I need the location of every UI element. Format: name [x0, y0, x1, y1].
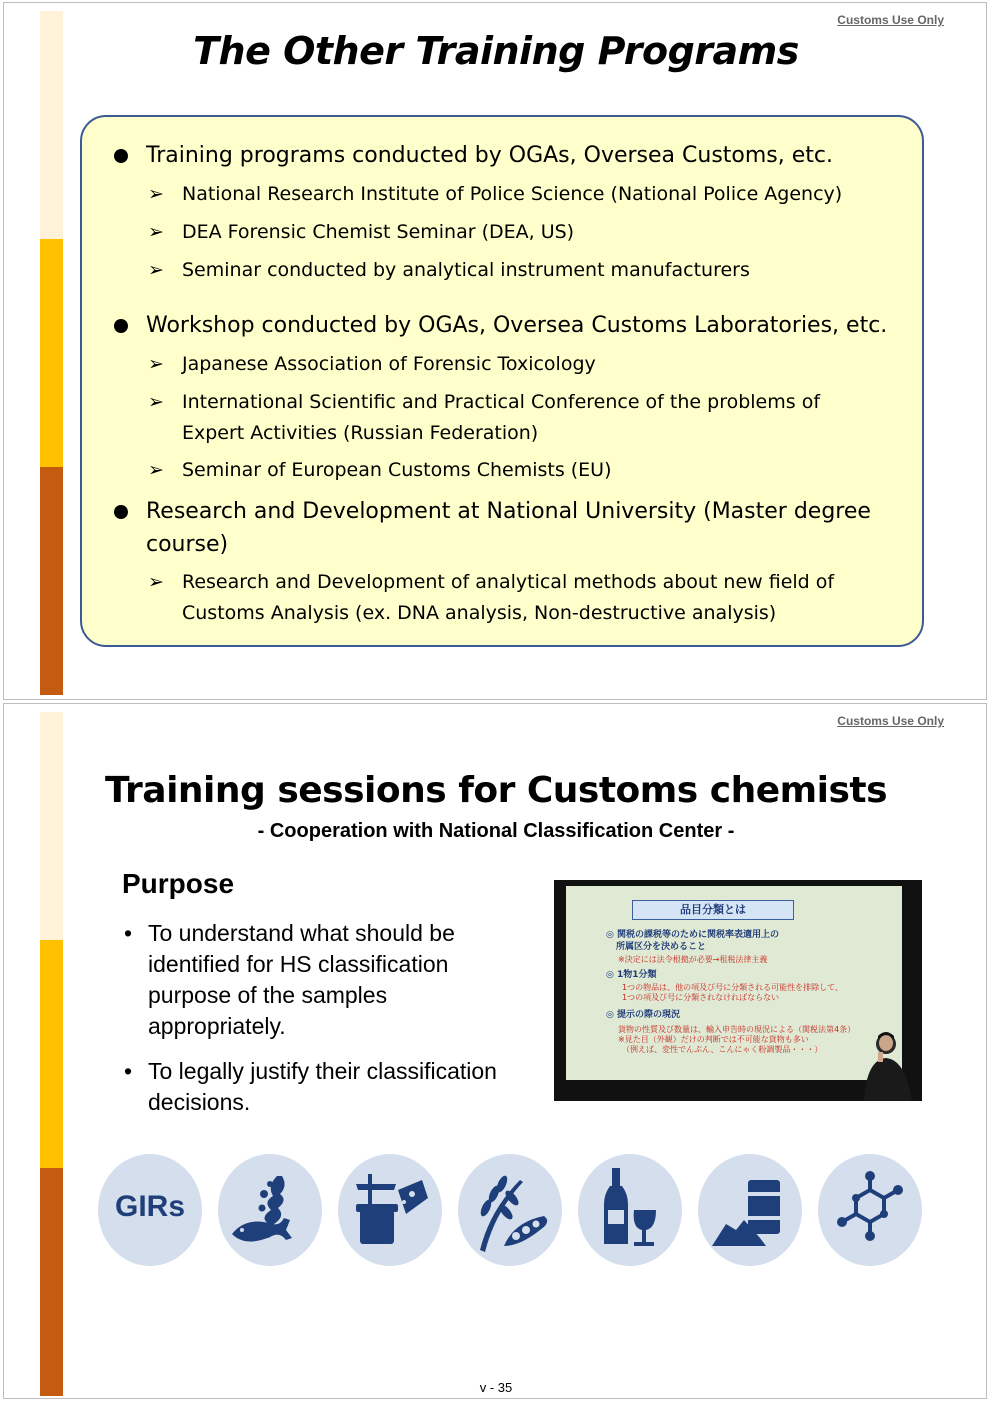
- sidebar-accent: [40, 11, 63, 695]
- bullet-item: Workshop conducted by OGAs, Oversea Customs Laboratories, etc.: [112, 309, 902, 342]
- sub-item: ➢ International Scientific and Practical Conference of the problems of Expert Activities (Russian Federation): [148, 387, 888, 449]
- slide-2: [3, 703, 987, 1399]
- arrow-bullet-icon: ➢: [148, 353, 164, 375]
- projected-line: ※決定には法令根拠が必要→租税法律主義: [618, 955, 768, 964]
- bullet-dot-icon: [114, 149, 128, 163]
- minerals-barrel-icon: [698, 1154, 802, 1266]
- bullet-item: Research and Development at National University (Master degree course): [112, 495, 902, 561]
- dairy-honey-cheese-icon: [338, 1154, 442, 1266]
- sub-item: ➢ Japanese Association of Forensic Toxicology: [148, 349, 888, 380]
- training-photo: [554, 880, 922, 1101]
- projected-line: 貨物の性質及び数量は、輸入申告時の現況による（関税法第4条）: [618, 1025, 856, 1034]
- arrow-bullet-icon: ➢: [148, 571, 164, 593]
- bullet-dot-icon: [114, 319, 128, 333]
- content-box: [80, 115, 924, 647]
- purpose-bullet: • To legally justify their classification decisions.: [124, 1058, 497, 1115]
- projected-line: 所属区分を決めること: [616, 942, 707, 952]
- sub-item: ➢ National Research Institute of Police Science (National Police Agency): [148, 179, 888, 210]
- girs-icon: [98, 1154, 202, 1266]
- slide-title: Training sessions for Customs chemists: [104, 770, 888, 811]
- projected-line: （例えば、変性でんぷん、こんにゃく粉調製品・・・）: [622, 1045, 823, 1054]
- bullet-dot-icon: •: [124, 920, 133, 946]
- purpose-bullet: • To understand what should be identified for HS classification purpose of the samples appropriately.: [124, 920, 455, 1039]
- sub-item: ➢ Seminar of European Customs Chemists (EU): [148, 455, 888, 486]
- girs-label: GIRs: [114, 1190, 186, 1223]
- grain-bean-icon: [458, 1154, 562, 1266]
- molecule-chemical-icon: [818, 1154, 922, 1266]
- sub-item: ➢ DEA Forensic Chemist Seminar (DEA, US): [148, 217, 888, 248]
- arrow-bullet-icon: ➢: [148, 259, 164, 281]
- bullet-item: Training programs conducted by OGAs, Oversea Customs, etc.: [112, 139, 902, 172]
- fish-seaweed-icon: [218, 1154, 322, 1266]
- slide-subtitle: - Cooperation with National Classification Center -: [257, 820, 735, 842]
- sub-item: ➢ Seminar conducted by analytical instrument manufacturers: [148, 255, 888, 286]
- arrow-bullet-icon: ➢: [148, 459, 164, 481]
- projected-slide-title: 品目分類とは: [632, 900, 794, 920]
- projected-line: ◎ 提示の際の現況: [606, 1010, 680, 1020]
- projected-line: ◎ 関税の課税等のために関税率表適用上の: [606, 930, 779, 940]
- projected-slide: [566, 886, 902, 1080]
- bullet-dot-icon: [114, 505, 128, 519]
- bottle-wine-icon: [578, 1154, 682, 1266]
- slide-1: [3, 2, 987, 700]
- projected-line: ◎ 1物1分類: [606, 970, 657, 980]
- arrow-bullet-icon: ➢: [148, 391, 164, 413]
- projected-line: ※見た目（外観）だけの判断では不可能な貨物も多い: [618, 1035, 809, 1044]
- sub-item: ➢ Research and Development of analytical methods about new field of Customs Analysis (ex. DNA analysis, Non-destructive analysis): [148, 567, 888, 629]
- customs-use-only-label: Customs Use Only: [837, 13, 944, 27]
- arrow-bullet-icon: ➢: [148, 183, 164, 205]
- bullet-dot-icon: •: [124, 1058, 133, 1084]
- customs-use-only-label: Customs Use Only: [837, 714, 944, 728]
- presenter-figure: [856, 1028, 918, 1101]
- page-number: v - 35: [479, 1380, 513, 1395]
- slide-title: The Other Training Programs: [193, 29, 799, 73]
- arrow-bullet-icon: ➢: [148, 221, 164, 243]
- projected-line: 1つの項及び号に分類されなければならない: [622, 993, 780, 1002]
- purpose-heading: Purpose: [122, 868, 235, 899]
- sidebar-accent: [40, 712, 63, 1396]
- projected-line: 1つの物品は、他の項及び号に分類される可能性を排除して、: [622, 983, 843, 992]
